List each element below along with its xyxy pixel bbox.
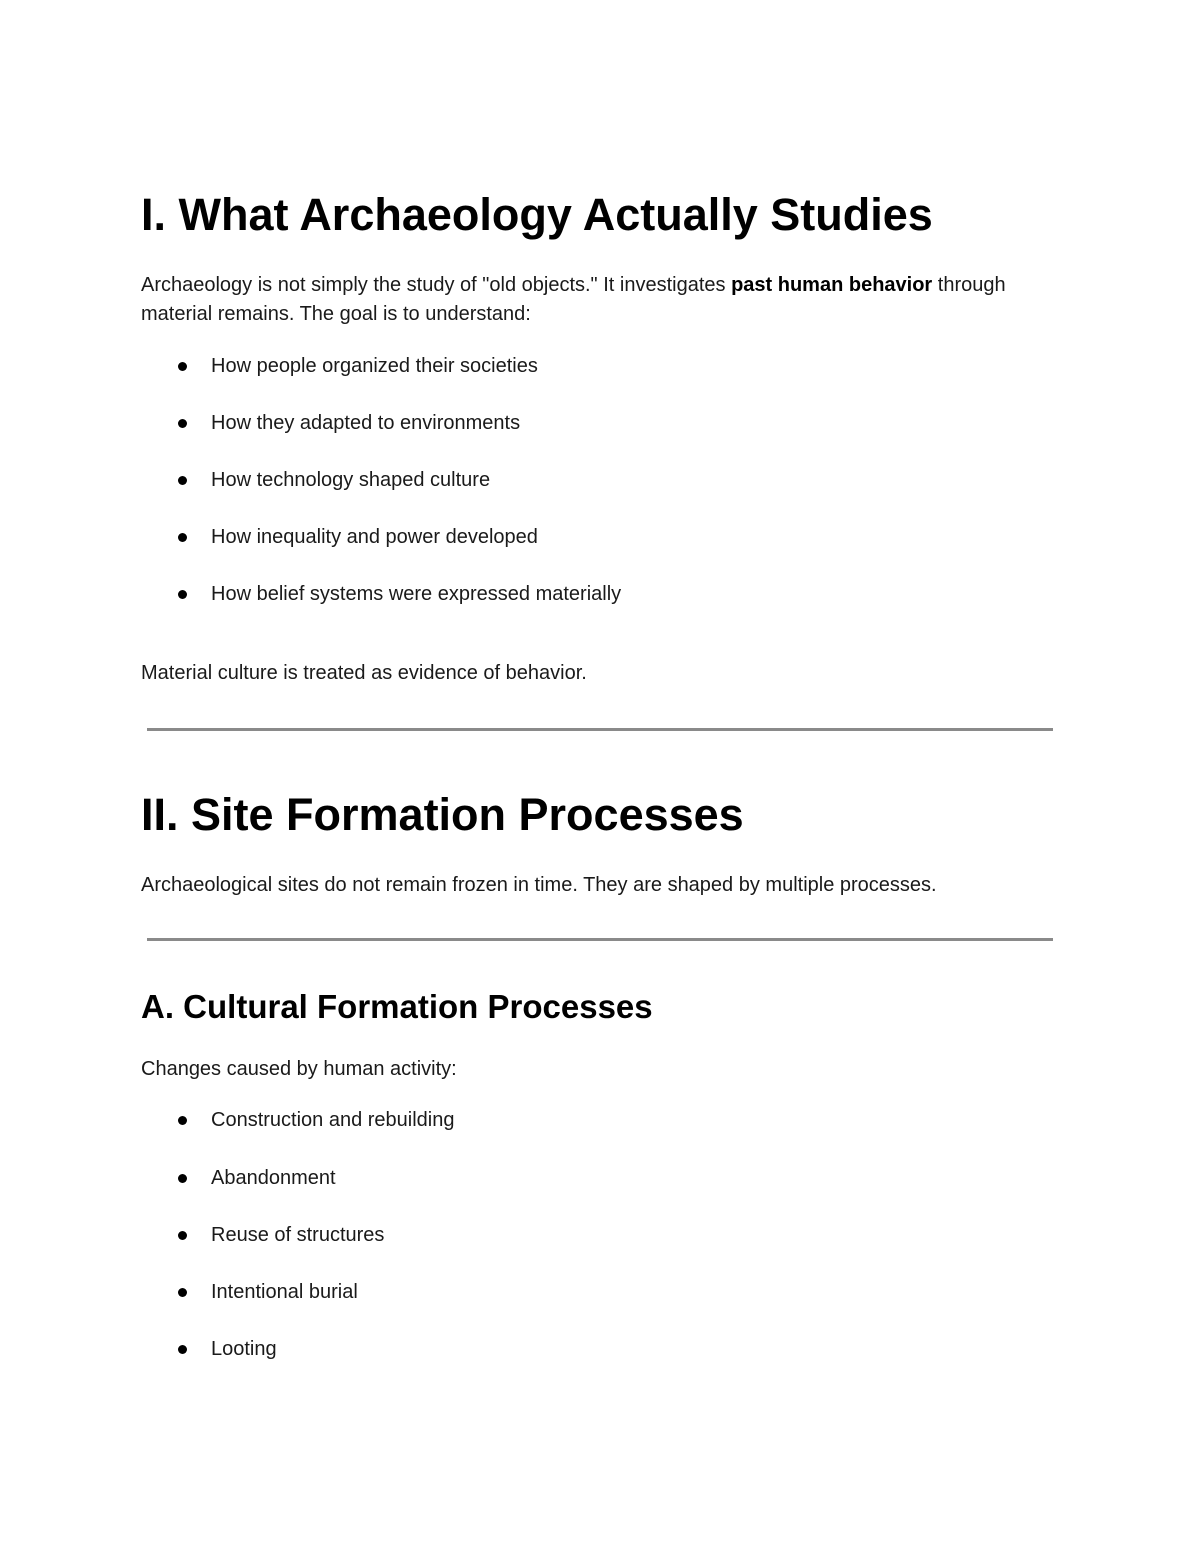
subsection-a-heading: A. Cultural Formation Processes [141, 988, 653, 1025]
section-1-intro [141, 271, 1041, 329]
section-2-intro: Archaeological sites do not remain frozen in time. They are shaped by multiple processes. [141, 874, 937, 896]
bullet-icon [178, 1345, 187, 1354]
bullet-icon [178, 1231, 187, 1240]
list-item-text: How technology shaped culture [211, 469, 491, 491]
section-1-conclusion: Material culture is treated as evidence of behavior. [141, 662, 587, 684]
list-item-text: How people organized their societies [211, 355, 538, 377]
list-item-text: Abandonment [211, 1167, 336, 1189]
intro-text-end: through material remains. The goal is to understand: [141, 274, 1006, 325]
list-item-text: How inequality and power developed [211, 526, 538, 548]
bullet-icon [178, 1116, 187, 1125]
section-1-heading: I. What Archaeology Actually Studies [141, 189, 933, 240]
intro-text-start: Archaeology is not simply the study of "old objects." It investigates [141, 274, 732, 296]
bullet-icon [178, 533, 187, 542]
bullet-icon [178, 419, 187, 428]
bullet-icon [178, 590, 187, 599]
list-item-text: Intentional burial [211, 1281, 358, 1303]
list-item-text: How belief systems were expressed materially [211, 583, 622, 605]
bullet-icon [178, 476, 187, 485]
list-item-text: Reuse of structures [211, 1224, 385, 1246]
bullet-icon [178, 362, 187, 371]
bullet-icon [178, 1174, 187, 1183]
subsection-a-intro: Changes caused by human activity: [141, 1058, 457, 1080]
list-item-text: How they adapted to environments [211, 412, 521, 434]
section-2-heading: II. Site Formation Processes [141, 789, 744, 840]
list-item-text: Construction and rebuilding [211, 1109, 455, 1131]
bullet-icon [178, 1288, 187, 1297]
intro-bold-text: past human behavior [731, 274, 933, 296]
horizontal-divider [147, 728, 1053, 731]
horizontal-divider [147, 938, 1053, 941]
list-item-text: Looting [211, 1338, 277, 1360]
